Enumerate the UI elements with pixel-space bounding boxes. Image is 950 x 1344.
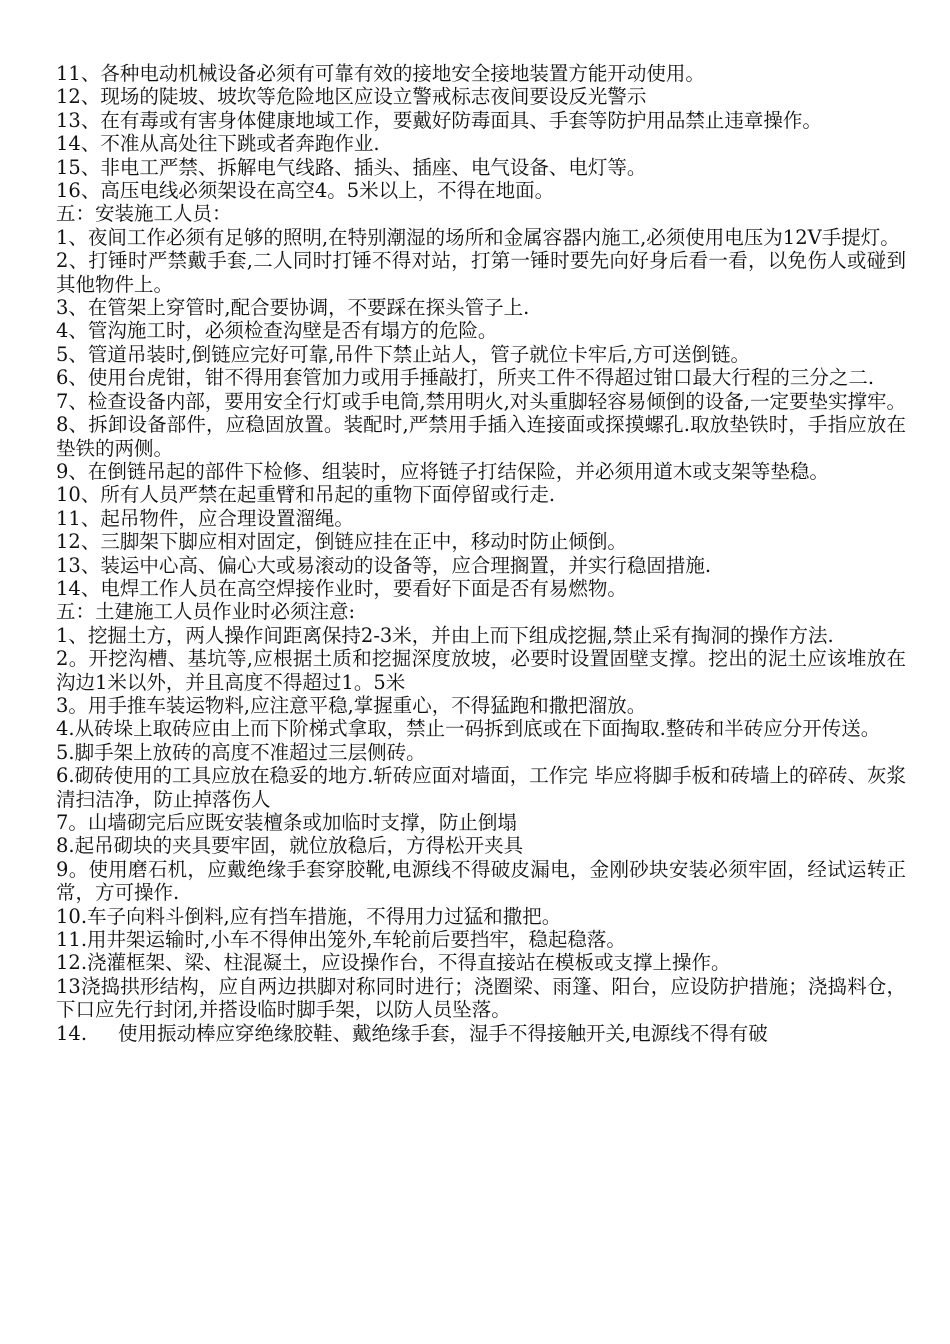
paragraph-27: 5.脚手架上放砖的高度不准超过三层侧砖。: [56, 740, 426, 764]
paragraph-8: 1、夜间工作必须有足够的照明,在特别潮湿的场所和金属容器内施工,必须使用电压为12V手提灯。: [56, 225, 900, 249]
paragraph-12: 5、管道吊装时,倒链应完好可靠,吊件下禁止站人，管子就位卡牢后,方可送倒链。: [56, 342, 751, 366]
paragraph-18: 11、起吊物件，应合理设置溜绳。: [56, 506, 354, 530]
paragraph-6: 16、高压电线必须架设在高空4。5米以上，不得在地面。: [56, 179, 555, 203]
paragraph-21: 14、电焊工作人员在高空焊接作业时，要看好下面是否有易燃物。: [56, 576, 627, 600]
paragraph-24: 2。开挖沟槽、基坑等,应根据土质和挖掘深度放坡，必要时设置固壁支撑。挖出的泥土应该堆放在沟边1米以外，并且高度不得超过1。5米: [56, 647, 906, 694]
paragraph-36: 14. 使用振动棒应穿绝缘胶鞋、戴绝缘手套，湿手不得接触开关,电源线不得有破: [56, 1021, 768, 1045]
section-heading-civil: 五：土建施工人员作业时必须注意:: [56, 600, 356, 624]
paragraph-26: 4.从砖垛上取砖应由上而下阶梯式拿取，禁止一码拆到底或在下面掏取.整砖和半砖应分开传送。: [56, 717, 881, 741]
paragraph-17: 10、所有人员严禁在起重臂和吊起的重物下面停留或行走.: [56, 483, 556, 507]
document-page: [56, 62, 906, 1045]
paragraph-16: 9、在倒链吊起的部件下检修、组装时，应将链子打结保险，并必须用道木或支架等垫稳。: [56, 459, 829, 483]
paragraph-35: 13浇捣拱形结构，应自两边拱脚对称同时进行；浇圈梁、雨篷、阳台，应设防护措施；浇捣料仓，下口应先行封闭,并搭设临时脚手架，以防人员坠落。: [56, 974, 906, 1022]
paragraph-33: 11.用井架运输时,小车不得伸出笼外,车轮前后要挡牢，稳起稳落。: [56, 928, 626, 952]
paragraph-32: 10.车子向料斗倒料,应有挡车措施，不得用力过猛和撒把。: [56, 904, 562, 928]
paragraph-15: 8、拆卸设备部件，应稳固放置。装配时,严禁用手插入连接面或探摸螺孔.取放垫铁时，手指应放在垫铁的两侧。: [56, 413, 906, 460]
paragraph-31: 9。使用磨石机，应戴绝缘手套穿胶靴,电源线不得破皮漏电，金刚砂块安装必须牢固，经试运转正常，方可操作.: [56, 857, 906, 905]
paragraph-19: 12、三脚架下脚应相对固定，倒链应挂在正中，移动时防止倾倒。: [56, 530, 627, 554]
paragraph-13: 6、使用台虎钳，钳不得用套管加力或用手捶敲打，所夹工件不得超过钳口最大行程的三分之二.: [56, 366, 875, 390]
paragraph-10: 3、在管架上穿管时,配合要协调，不要踩在探头管子上.: [56, 296, 530, 320]
paragraph-25: 3。用手推车装运物料,应注意平稳,掌握重心，不得猛跑和撒把溜放。: [56, 693, 647, 717]
paragraph-4: 14、不准从高处往下跳或者奔跑作业.: [56, 132, 380, 156]
paragraph-11: 4、管沟施工时，必须检查沟壁是否有塌方的危险。: [56, 319, 498, 343]
paragraph-5: 15、非电工严禁、拆解电气线路、插头、插座、电气设备、电灯等。: [56, 155, 647, 179]
paragraph-34: 12.浇灌框架、梁、柱混凝土，应设操作台，不得直接站在模板或支撑上操作。: [56, 951, 731, 975]
section-heading-installation: 五：安装施工人员：: [56, 202, 232, 226]
paragraph-20: 13、装运中心高、偏心大或易滚动的设备等，应合理搁置，并实行稳固措施.: [56, 553, 712, 577]
paragraph-9: 2、打锤时严禁戴手套,二人同时打锤不得对站，打第一锤时要先向好身后看一看，以免伤人或碰到其他物件上。: [56, 249, 906, 296]
paragraph-2: 12、现场的陡坡、坡坎等危险地区应设立警戒标志夜间要设反光警示: [56, 85, 647, 109]
paragraph-28: 6.砌砖使用的工具应放在稳妥的地方.斩砖应面对墙面，工作完 毕应将脚手板和砖墙上的碎砖、灰浆清扫洁净，防止掉落伤人: [56, 764, 907, 811]
paragraph-29: 7。山墙砌完后应既安装檀条或加临时支撑，防止倒塌: [56, 811, 517, 834]
paragraph-23: 1、挖掘土方，两人操作间距离保持2-3米，并由上而下组成挖掘,禁止采有掏洞的操作方法.: [56, 623, 834, 647]
paragraph-14: 7、检查设备内部，要用安全行灯或手电筒,禁用明火,对头重脚轻容易倾倒的设备,一定要垫实撑牢。: [56, 389, 907, 413]
paragraph-1: 11、各种电动机械设备必须有可靠有效的接地安全接地装置方能开动使用。: [56, 62, 705, 85]
paragraph-3: 13、在有毒或有害身体健康地域工作，要戴好防毒面具、手套等防护用品禁止违章操作。: [56, 108, 822, 132]
paragraph-30: 8.起吊砌块的夹具要牢固，就位放稳后，方得松开夹具: [56, 834, 524, 858]
